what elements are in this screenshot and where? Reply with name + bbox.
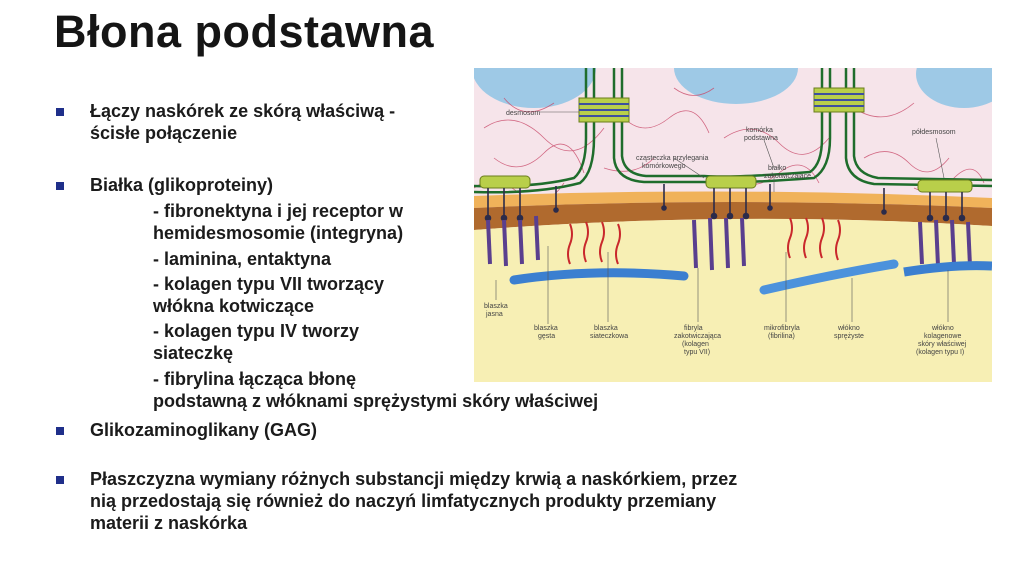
bullet-marker bbox=[56, 476, 64, 484]
bullet-text: nią przedostają się również do naczyń limfatycznych produkty przemiany bbox=[90, 491, 717, 511]
label-czasteczka: cząsteczka przylegania bbox=[636, 155, 709, 162]
label-podstawna: podstawna bbox=[744, 135, 778, 142]
slide-title: Błona podstawna bbox=[54, 6, 435, 57]
sub-item-text: podstawną z włóknami sprężystymi skóry właściwej bbox=[153, 391, 599, 411]
label-fibryla: typu VII) bbox=[684, 349, 711, 356]
sub-item-text: hemidesmosomie (integryna) bbox=[153, 223, 404, 243]
label-mikrofibryla: mikrofibryla bbox=[764, 325, 800, 332]
hemidesmosome-plaque bbox=[706, 176, 756, 188]
bullet-text: Płaszczyzna wymiany różnych substancji między krwią a naskórkiem, przez bbox=[90, 469, 738, 489]
label-czasteczka: komórkowego bbox=[642, 163, 686, 170]
cell-nucleus bbox=[474, 68, 596, 108]
hemidesmosome-plaque bbox=[918, 180, 972, 192]
basement-membrane-diagram bbox=[474, 68, 992, 382]
label-blaszka-gesta: blaszka bbox=[534, 325, 558, 332]
label-komorka: komórka bbox=[746, 127, 773, 134]
hemidesmosome-plaque bbox=[480, 176, 530, 188]
cell-nucleus bbox=[674, 68, 798, 104]
sub-item-text: - laminina, entaktyna bbox=[153, 249, 332, 269]
sub-item-text: - kolagen typu IV tworzy bbox=[153, 321, 360, 341]
bullet-text: Łączy naskórek ze skórą właściwą - bbox=[90, 101, 396, 121]
label-wlokno-sprezyste: sprężyste bbox=[834, 333, 864, 340]
bullet-text: Białka (glikoproteiny) bbox=[90, 175, 274, 195]
label-bialko: zakotwiczające bbox=[764, 173, 812, 180]
bullet-text: Glikozaminoglikany (GAG) bbox=[90, 420, 318, 440]
label-blaszka-siat: blaszka bbox=[594, 325, 618, 332]
label-blaszka-jasna: blaszka bbox=[484, 303, 508, 310]
label-blaszka-siat: siateczkowa bbox=[590, 333, 629, 340]
label-wlokno-kolagenowe: kolagenowe bbox=[924, 333, 962, 340]
bullet-text: materii z naskórka bbox=[90, 513, 248, 533]
bullet-marker bbox=[56, 182, 64, 190]
bullet-text: ścisłe połączenie bbox=[90, 123, 238, 143]
bullet-marker bbox=[56, 427, 64, 435]
label-poldesmosom: półdesmosom bbox=[912, 129, 956, 136]
cell-nucleus bbox=[916, 68, 992, 108]
label-mikrofibryla: (fibrilina) bbox=[768, 333, 795, 340]
label-bialko: białko bbox=[768, 165, 787, 172]
bullet-marker bbox=[56, 108, 64, 116]
label-fibryla: fibryla bbox=[684, 325, 703, 332]
sub-item-text: włókna kotwiczące bbox=[153, 296, 315, 316]
label-fibryla: (kolagen bbox=[682, 341, 709, 348]
label-fibryla: zakotwiczająca bbox=[674, 333, 722, 340]
lamina-reticularis bbox=[474, 219, 992, 382]
sub-item-text: siateczkę bbox=[153, 343, 234, 363]
label-desmosom: desmosom bbox=[506, 110, 541, 117]
sub-item-text: - fibronektyna i jej receptor w bbox=[153, 201, 404, 221]
sub-item-text: - kolagen typu VII tworzący bbox=[153, 274, 385, 294]
label-wlokno-kolagenowe: skóry właściwej bbox=[918, 341, 967, 348]
label-blaszka-jasna: jasna bbox=[486, 311, 503, 318]
label-wlokno-kolagenowe: (kolagen typu I) bbox=[916, 349, 965, 356]
label-wlokno-sprezyste: włókno bbox=[838, 325, 860, 332]
sub-item-text: - fibrylina łącząca błonę bbox=[153, 369, 357, 389]
label-blaszka-gesta: gęsta bbox=[538, 333, 556, 340]
label-wlokno-kolagenowe: włókno bbox=[932, 325, 954, 332]
